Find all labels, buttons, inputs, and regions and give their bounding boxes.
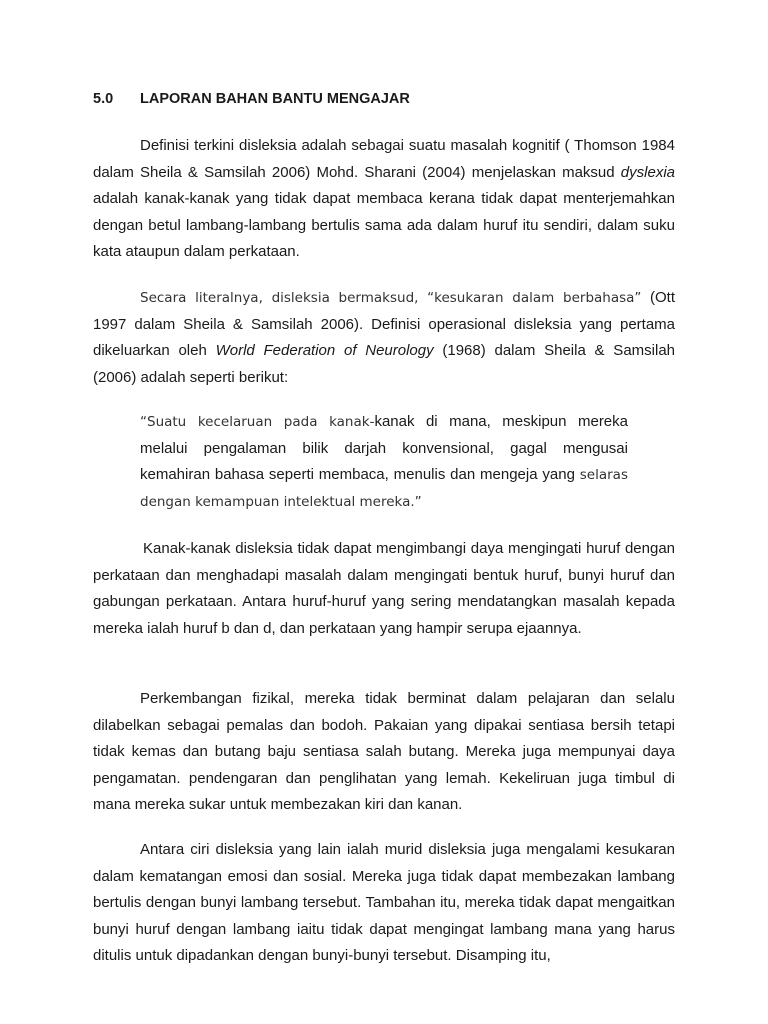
- paragraph-text-rest: adalah kanak-kanak yang tidak dapat membaca kerana tidak dapat menterjemahkan dengan betul lambang-lambang bertulis sama ada dalam huruf itu sendiri, dalam suku kata ataupun dalam perkataan.: [93, 190, 675, 260]
- italic-term-organisation: World Federation of Neurology: [215, 342, 434, 359]
- paragraph-text: Definisi terkini disleksia adalah sebagai suatu masalah kognitif ( Thomson 1984 dalam Sheila & Samsilah 2006) Mohd. Sharani (2004) menjelaskan maksud: [93, 137, 675, 181]
- paragraph-emotional: [93, 837, 675, 970]
- quote-lead: “Suatu kecelaruan pada kanak-: [140, 414, 375, 430]
- paragraph-physical: [93, 686, 675, 819]
- block-quote: [140, 409, 628, 515]
- paragraph-literal-definition: [93, 285, 675, 391]
- paragraph-text: Perkembangan fizikal, mereka tidak berminat dalam pelajaran dan selalu dilabelkan sebagai pemalas dan bodoh. Pakaian yang dipakai sentiasa bersih tetapi tidak kemas dan butang baju sentiasa salah butang. Mereka juga mempunyai daya pengamatan. pendengaran dan penglihatan yang lemah. Kekeliruan juga timbul di mana mereka sukar untuk membezakan kiri dan kanan.: [93, 690, 675, 813]
- quote-tail: selaras dengan kemampuan intelektual mereka.”: [140, 467, 628, 510]
- paragraph-text: Kanak-kanak disleksia tidak dapat mengimbangi daya mengingati huruf dengan perkataan dan menghadapi masalah dalam mengingati bentuk huruf, bunyi huruf dan gabungan perkataan. Antara huruf-huruf yang sering mendatangkan masalah kepada mereka ialah huruf b dan d, dan perkataan yang hampir serupa ejaannya.: [93, 540, 675, 637]
- section-number: 5.0: [93, 91, 114, 107]
- section-heading: [93, 91, 410, 107]
- section-title: LAPORAN BAHAN BANTU MENGAJAR: [140, 91, 410, 107]
- paragraph-letters: [93, 536, 675, 642]
- paragraph-text-rest: (1968) dalam Sheila & Samsilah (2006) adalah seperti berikut:: [93, 342, 675, 386]
- italic-term-dyslexia: dyslexia: [620, 163, 675, 181]
- paragraph-definition: [93, 133, 675, 266]
- paragraph-text: (Ott 1997 dalam Sheila & Samsilah 2006). Definisi operasional disleksia yang pertama dikeluarkan oleh: [93, 289, 675, 359]
- quote-text: kanak di mana, meskipun mereka melalui pengalaman bilik darjah konvensional, gagal mengusai kemahiran bahasa seperti membaca, menulis dan mengeja yang: [140, 413, 628, 483]
- paragraph-lead: Secara literalnya, disleksia bermaksud, “kesukaran dalam berbahasa”: [140, 290, 642, 306]
- paragraph-text: Antara ciri disleksia yang lain ialah murid disleksia juga mengalami kesukaran dalam kematangan emosi dan sosial. Mereka juga tidak dapat membezakan lambang bertulis dengan bunyi lambang tersebut. Tambahan itu, mereka tidak dapat mengaitkan bunyi huruf dengan lambang iaitu tidak dapat mengingat lambang mana yang harus ditulis untuk dipadankan dengan bunyi-bunyi tersebut. Disamping itu,: [93, 841, 675, 964]
